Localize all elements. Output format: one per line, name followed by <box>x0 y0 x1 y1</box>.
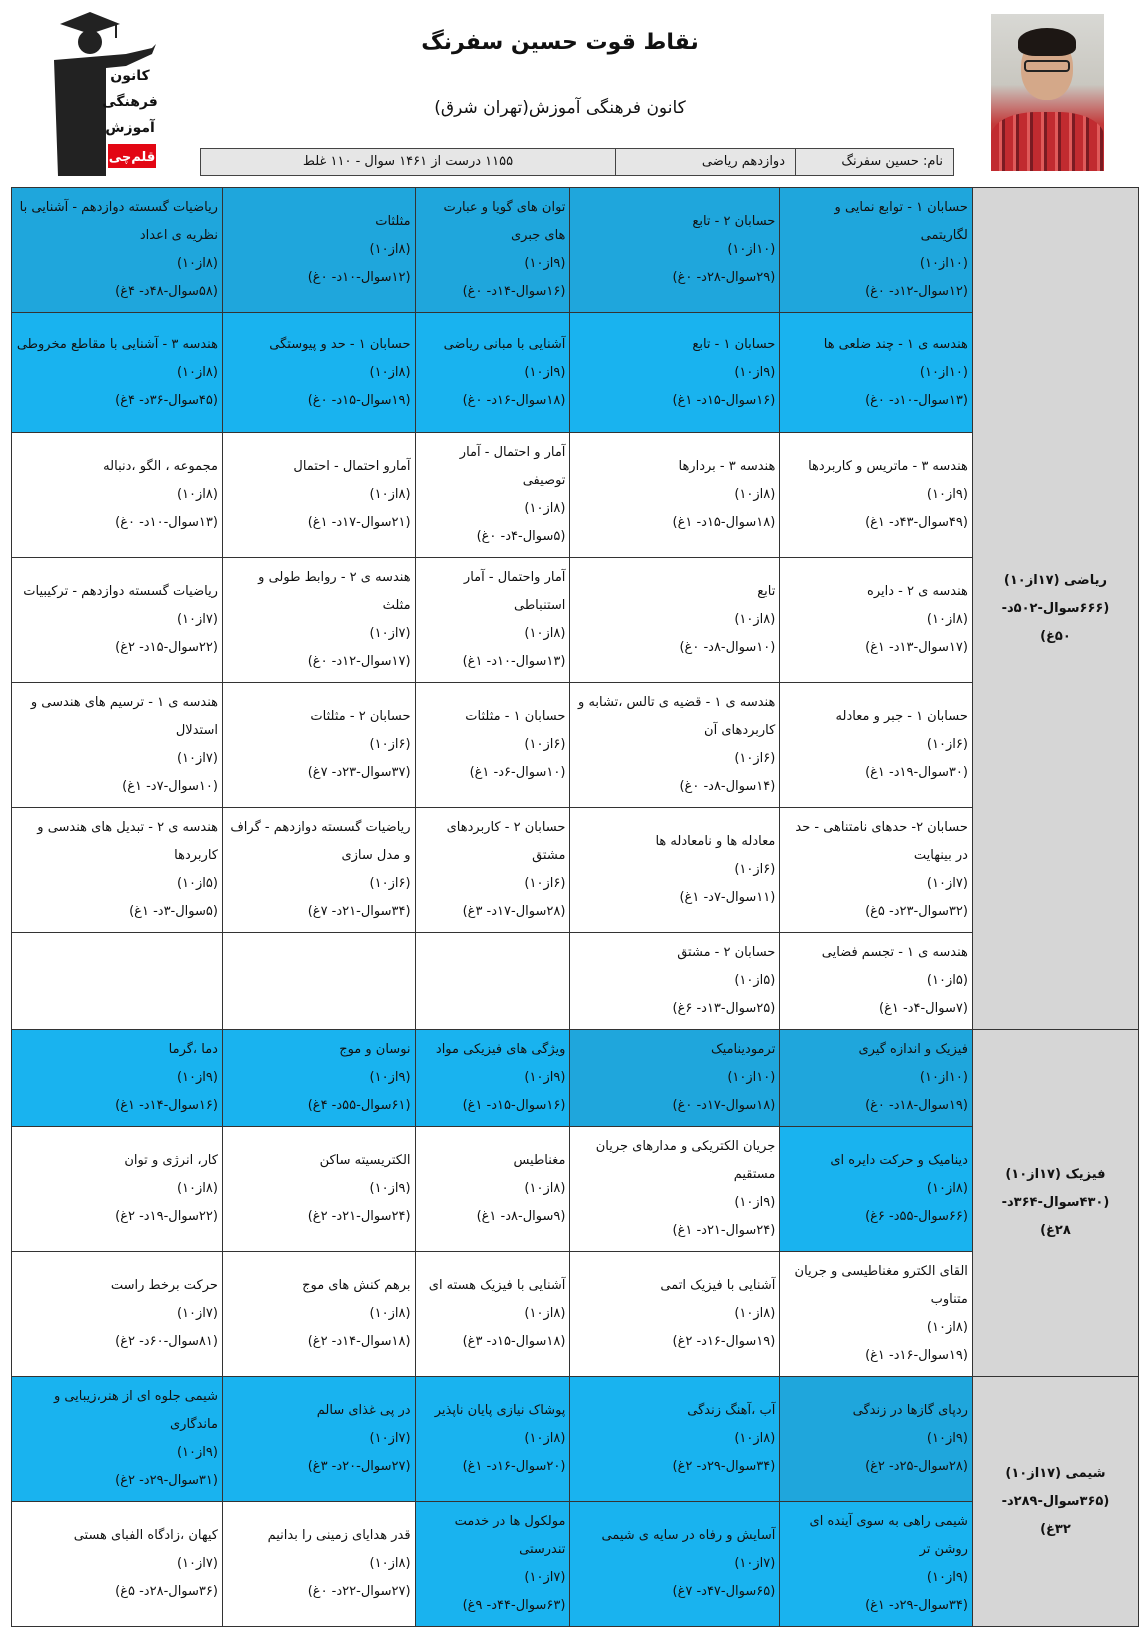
subject-stats: (۶۶۶سوال-۵۰۲د- <box>1001 600 1110 616</box>
topic-title: فيزيک و اندازه گيری <box>858 1042 968 1057</box>
topic-detail: (۱۲سوال-۱۰د- ۰غ) <box>307 270 411 285</box>
topic-detail: (۲۷سوال-۲۲د- ۰غ) <box>307 1584 411 1599</box>
topic-title: حسابان ۲ - تابع <box>692 214 776 229</box>
topic-cell <box>415 683 570 808</box>
topic-detail: (۶۱سوال-۵۵د- ۴غ) <box>307 1098 411 1113</box>
topic-title: رياضيات گسسته دوازدهم - گراف و مدل سازی <box>230 820 411 863</box>
subject-stats: (۴۳۰سوال-۳۶۴د- <box>1001 1195 1110 1210</box>
topic-title: هندسه ی ۲ - دايره <box>867 584 968 599</box>
topic-cell <box>780 1127 973 1252</box>
topic-detail: (۱۴سوال-۸د- ۰غ) <box>679 779 776 794</box>
table-row <box>12 188 1139 313</box>
topic-title: ديناميک و حرکت دايره ای <box>830 1153 968 1168</box>
topic-title: حرکت برخط راست <box>110 1278 218 1293</box>
topic-title: جريان الکتريکی و مدارهای جريان مستقيم <box>595 1139 776 1182</box>
topic-score: (۸از۱۰) <box>524 1431 566 1446</box>
topic-cell <box>780 1502 973 1627</box>
topic-cell <box>780 558 973 683</box>
subject-stats2: ۵۰غ) <box>1040 628 1071 644</box>
page-title: نقاط قوت حسين سفرنگ <box>421 30 699 55</box>
topic-detail: (۹سوال-۸د- ۱غ) <box>476 1209 566 1224</box>
topic-detail: (۱۰سوال-۶د- ۱غ) <box>469 765 566 780</box>
topic-title: برهم کنش های موج <box>302 1278 411 1293</box>
topic-score: (۱۰از۱۰) <box>727 242 776 257</box>
topic-cell <box>415 1030 570 1127</box>
table-row <box>12 808 1139 933</box>
topic-detail: (۲۸سوال-۱۷د- ۳غ) <box>462 904 566 919</box>
topic-score: (۶از۱۰) <box>369 737 411 752</box>
topic-score: (۱۰از۱۰) <box>727 1070 776 1085</box>
topic-score: (۸از۱۰) <box>926 1320 968 1335</box>
topic-detail: (۲۴سوال-۲۱د- ۲غ) <box>307 1209 411 1224</box>
topic-cell <box>12 313 223 433</box>
logo-line-3: آموزش <box>105 120 155 136</box>
topic-detail: (۲۷سوال-۲۰د- ۳غ) <box>307 1459 411 1474</box>
topic-cell <box>222 1030 415 1127</box>
topic-title: کار، انرژی و توان <box>124 1153 218 1168</box>
topic-detail: (۲۵سوال-۱۳د- ۶غ) <box>672 1001 776 1016</box>
topic-cell <box>12 1127 223 1252</box>
topic-detail: (۱۶سوال-۱۵د- ۱غ) <box>672 392 776 408</box>
topic-detail: (۳۰سوال-۱۹د- ۱غ) <box>865 765 968 780</box>
topic-title: القای الکترو مغناطيسی و جريان متناوب <box>794 1264 968 1307</box>
topic-detail: (۲۸سوال-۲۵د- ۲غ) <box>865 1459 968 1474</box>
topic-title: هندسه ۳ - آشنايی با مقاطع مخروطی <box>16 336 218 352</box>
topic-cell <box>570 1030 780 1127</box>
topic-cell <box>222 1252 415 1377</box>
topic-detail: (۱۹سوال-۱۸د- ۰غ) <box>865 1098 968 1113</box>
topic-title: آمار واحتمال - آمار استنباطی <box>463 570 566 613</box>
topic-cell <box>415 1127 570 1252</box>
topic-score: (۷از۱۰) <box>176 1556 218 1571</box>
topic-score: (۸از۱۰) <box>176 1181 218 1196</box>
subject-cell <box>972 1377 1138 1627</box>
topic-detail: (۴۹سوال-۴۳د- ۱غ) <box>865 515 968 530</box>
topic-score: (۹از۱۰) <box>734 1195 776 1210</box>
topic-score: (۸از۱۰) <box>369 1556 411 1571</box>
table-row <box>12 1127 1139 1252</box>
topic-score: (۸از۱۰) <box>176 487 218 502</box>
topic-score: (۸از۱۰) <box>524 1306 566 1321</box>
topic-detail: (۱۶سوال-۱۴د- ۰غ) <box>462 284 566 299</box>
subject-name: شيمی (۱۷از۱۰) <box>1005 1465 1106 1481</box>
topic-cell <box>12 188 223 313</box>
topic-title: مغناطيس <box>513 1153 566 1168</box>
topic-detail: (۱۳سوال-۱۰د- ۱غ) <box>462 654 566 669</box>
topic-detail: (۲۲سوال-۱۵د- ۲غ) <box>115 640 218 655</box>
topic-score: (۸از۱۰) <box>369 242 411 257</box>
topic-title: مولکول ها در خدمت تندرستی <box>454 1514 566 1557</box>
topic-score: (۹از۱۰) <box>926 1431 968 1446</box>
topic-score: (۹از۱۰) <box>524 1070 566 1085</box>
topic-detail: (۳۲سوال-۲۳د- ۵غ) <box>865 904 968 919</box>
topic-title: آب ،آهنگ زندگی <box>687 1403 776 1418</box>
topic-cell <box>780 313 973 433</box>
table-row <box>12 313 1139 433</box>
topic-detail: (۷سوال-۴د- ۱غ) <box>879 1001 968 1016</box>
topic-cell <box>12 683 223 808</box>
topic-cell <box>780 683 973 808</box>
topic-score: (۹از۱۰) <box>369 1181 411 1196</box>
topic-score: (۵از۱۰) <box>176 876 218 891</box>
topic-score: (۷از۱۰) <box>369 1431 411 1446</box>
topic-score: (۱۰از۱۰) <box>919 1070 968 1085</box>
topic-title: ترموديناميک <box>711 1042 776 1057</box>
topic-score: (۸از۱۰) <box>926 1181 968 1196</box>
topic-title: تابع <box>757 584 776 599</box>
topic-cell <box>12 1030 223 1127</box>
topic-score: (۷از۱۰) <box>176 612 218 627</box>
topic-detail: (۱۹سوال-۱۶د- ۱غ) <box>865 1348 968 1363</box>
topic-score: (۱۰از۱۰) <box>919 364 968 380</box>
topic-cell <box>222 683 415 808</box>
topic-score: (۶از۱۰) <box>926 737 968 752</box>
page-subtitle: کانون فرهنگی آموزش(تهران شرق) <box>434 98 686 118</box>
topic-detail: (۱۳سوال-۱۰د- ۰غ) <box>865 392 968 408</box>
topic-detail: (۲۹سوال-۲۸د- ۰غ) <box>672 270 776 285</box>
topic-title: آسايش و رفاه در سايه ی شيمی <box>601 1528 776 1543</box>
topic-detail: (۱۸سوال-۱۵د- ۳غ) <box>462 1334 566 1349</box>
topic-score: (۸از۱۰) <box>369 364 411 380</box>
topic-title: آمارو احتمال - احتمال <box>293 459 411 474</box>
topic-cell <box>222 1377 415 1502</box>
logo-line-1: کانون <box>110 68 150 84</box>
topic-title: حسابان ۱ - تابع <box>692 336 776 352</box>
topic-score: (۸از۱۰) <box>734 612 776 627</box>
topic-title: ويژگی های فيزيکی مواد <box>435 1042 566 1057</box>
topic-score: (۷از۱۰) <box>176 751 218 766</box>
topic-title: رياضيات گسسته دوازدهم - آشنايی با نظريه ی اعداد <box>19 200 218 243</box>
topic-score: (۹از۱۰) <box>734 364 776 380</box>
topic-title: پوشاک نيازی پايان ناپذير <box>434 1403 566 1418</box>
topic-score: (۸از۱۰) <box>926 612 968 627</box>
topic-score: (۶از۱۰) <box>369 876 411 891</box>
subject-stats2: ۳۲غ) <box>1040 1521 1071 1537</box>
topic-title: قدر هدايای زمينی را بدانيم <box>267 1528 411 1543</box>
topic-score: (۵از۱۰) <box>926 973 968 988</box>
topic-cell <box>415 313 570 433</box>
topic-cell <box>570 188 780 313</box>
topic-cell <box>222 558 415 683</box>
topic-title: حسابان ۱ - جبر و معادله <box>835 709 968 724</box>
topic-cell <box>570 313 780 433</box>
topic-title: حسابان ۲- حدهای نامتناهی - حد در بينهايت <box>795 820 968 863</box>
topic-title: هندسه ۳ - بردارها <box>678 459 776 474</box>
topic-cell <box>570 808 780 933</box>
topic-title: حسابان ۲ - کاربردهای مشتق <box>446 820 566 863</box>
topic-title: در پی غذای سالم <box>316 1403 411 1418</box>
logo-line-2: فرهنگی <box>102 94 158 110</box>
topic-cell <box>780 1377 973 1502</box>
topic-cell <box>570 1127 780 1252</box>
topic-title: معادله ها و نامعادله ها <box>655 834 776 849</box>
topic-title: شيمی جلوه ای از هنر،زيبايی و ماندگاری <box>53 1389 218 1432</box>
topic-score: (۸از۱۰) <box>176 256 218 271</box>
topic-cell <box>12 1377 223 1502</box>
topic-detail: (۳۶سوال-۲۸د- ۵غ) <box>115 1584 218 1599</box>
student-info-bar <box>200 148 954 176</box>
topic-score: (۸از۱۰) <box>369 487 411 502</box>
topic-title: هندسه ۳ - ماتريس و کاربردها <box>808 459 968 474</box>
topic-detail: (۱۸سوال-۱۷د- ۰غ) <box>672 1098 776 1113</box>
topic-cell <box>222 188 415 313</box>
topic-cell <box>415 933 570 1030</box>
topic-cell <box>222 933 415 1030</box>
topic-cell <box>222 313 415 433</box>
topic-score: (۸از۱۰) <box>176 364 218 380</box>
topic-detail: (۲۲سوال-۱۹د- ۲غ) <box>115 1209 218 1224</box>
topic-detail: (۵سوال-۴د- ۰غ) <box>476 529 566 544</box>
topic-score: (۹از۱۰) <box>369 1070 411 1085</box>
topic-score: (۹از۱۰) <box>176 1445 218 1460</box>
topic-score: (۸از۱۰) <box>734 1431 776 1446</box>
topic-score: (۹از۱۰) <box>524 364 566 380</box>
table-row <box>12 1502 1139 1627</box>
table-row <box>12 558 1139 683</box>
topic-score: (۹از۱۰) <box>176 1070 218 1085</box>
topic-detail: (۳۴سوال-۲۹د- ۲غ) <box>672 1459 776 1474</box>
topic-score: (۹از۱۰) <box>524 256 566 271</box>
topic-detail: (۱۸سوال-۱۶د- ۰غ) <box>462 392 566 408</box>
topic-cell <box>570 1377 780 1502</box>
topic-detail: (۱۹سوال-۱۶د- ۲غ) <box>672 1334 776 1349</box>
topic-cell <box>780 1252 973 1377</box>
topic-detail: (۱۸سوال-۱۵د- ۱غ) <box>672 515 776 530</box>
topic-detail: (۳۴سوال-۲۹د- ۱غ) <box>865 1598 968 1613</box>
topic-title: آشنايی با مبانی رياضی <box>443 336 566 352</box>
topic-cell <box>12 808 223 933</box>
topic-title: مثلثات <box>375 214 411 229</box>
topic-title: نوسان و موج <box>339 1042 411 1057</box>
topic-title: هندسه ی ۱ - چند ضلعی ها <box>823 336 968 352</box>
subject-name: فيزيک (۱۷از۱۰) <box>1005 1167 1106 1182</box>
topic-score: (۱۰از۱۰) <box>919 256 968 271</box>
kanoon-logo <box>46 10 164 176</box>
topic-title: حسابان ۲ - مشتق <box>677 945 776 960</box>
topic-detail: (۶۵سوال-۴۷د- ۷غ) <box>672 1584 776 1599</box>
table-row <box>12 1377 1139 1502</box>
topic-detail: (۸۱سوال-۶۰د- ۲غ) <box>115 1334 218 1349</box>
topic-score: (۷از۱۰) <box>369 626 411 641</box>
topic-cell <box>780 808 973 933</box>
topic-cell <box>780 1030 973 1127</box>
topic-title: آشنايی با فيزيک اتمی <box>660 1278 776 1293</box>
topic-cell <box>12 1252 223 1377</box>
topic-cell <box>222 808 415 933</box>
topic-score: (۸از۱۰) <box>734 1306 776 1321</box>
subject-stats2: ۲۸غ) <box>1040 1223 1071 1238</box>
topic-detail: (۱۶سوال-۱۴د- ۱غ) <box>115 1098 218 1113</box>
topic-cell <box>415 1377 570 1502</box>
topic-detail: (۱۳سوال-۱۰د- ۰غ) <box>115 515 218 530</box>
topic-detail: (۲۴سوال-۲۱د- ۱غ) <box>672 1223 776 1238</box>
table-row <box>12 683 1139 808</box>
topic-score: (۷از۱۰) <box>734 1556 776 1571</box>
topic-cell <box>415 433 570 558</box>
table-row <box>12 1030 1139 1127</box>
topic-cell <box>570 1252 780 1377</box>
topic-title: آمار و احتمال - آمار توصيفی <box>459 445 566 488</box>
topic-title: مجموعه ، الگو ،دنباله <box>103 459 218 474</box>
topic-cell <box>415 1252 570 1377</box>
topic-detail: (۱۰سوال-۸د- ۰غ) <box>679 640 776 655</box>
subject-name: رياضی (۱۷از۱۰) <box>1003 572 1107 588</box>
topic-cell <box>570 683 780 808</box>
topic-detail: (۳۴سوال-۲۱د- ۷غ) <box>307 904 411 919</box>
topic-cell <box>415 808 570 933</box>
topic-score: (۵از۱۰) <box>734 973 776 988</box>
topic-cell <box>780 433 973 558</box>
topic-title: ردپای گازها در زندگی <box>852 1403 968 1418</box>
topic-detail: (۱۸سوال-۱۴د- ۲غ) <box>307 1334 411 1349</box>
student-photo <box>991 14 1104 171</box>
topic-cell <box>570 433 780 558</box>
topic-detail: (۱۷سوال-۱۳د- ۱غ) <box>865 640 968 655</box>
topic-cell <box>415 188 570 313</box>
topic-score: (۸از۱۰) <box>524 1181 566 1196</box>
topic-cell <box>570 1502 780 1627</box>
topic-cell <box>415 558 570 683</box>
topic-score: (۸از۱۰) <box>369 1306 411 1321</box>
topic-cell <box>780 933 973 1030</box>
table-row <box>12 433 1139 558</box>
topic-detail: (۱۹سوال-۱۵د- ۰غ) <box>307 392 411 408</box>
topic-score: (۶از۱۰) <box>734 862 776 877</box>
topic-score: (۸از۱۰) <box>734 487 776 502</box>
student-grade: دوازدهم رياضی <box>615 149 795 175</box>
topic-score: (۹از۱۰) <box>926 487 968 502</box>
topic-cell <box>570 933 780 1030</box>
topic-title: هندسه ی ۲ - روابط طولی و مثلث <box>258 570 411 613</box>
topic-detail: (۳۱سوال-۲۹د- ۲غ) <box>115 1473 218 1488</box>
topic-detail: (۶۳سوال-۴۴د- ۹غ) <box>462 1598 566 1613</box>
topic-title: حسابان ۱ - حد و پيوستگی <box>269 336 411 352</box>
topic-detail: (۲۱سوال-۱۷د- ۱غ) <box>307 515 411 530</box>
topic-title: هندسه ی ۱ - ترسيم های هندسی و استدلال <box>30 695 218 738</box>
topic-score: (۹از۱۰) <box>926 1570 968 1585</box>
topic-cell <box>222 1502 415 1627</box>
topic-detail: (۴۵سوال-۳۶د- ۴غ) <box>115 392 218 408</box>
topic-title: حسابان ۲ - مثلثات <box>310 709 411 724</box>
topic-detail: (۱۶سوال-۱۵د- ۱غ) <box>462 1098 566 1113</box>
topic-score: (۶از۱۰) <box>734 751 776 766</box>
topic-detail: (۱۱سوال-۷د- ۱غ) <box>679 890 776 905</box>
topic-title: آشنايی با فيزيک هسته ای <box>428 1278 566 1293</box>
topic-title: حسابان ۱ - مثلثات <box>465 709 566 724</box>
topic-title: رياضيات گسسته دوازدهم - ترکيبيات <box>23 584 218 599</box>
topic-cell <box>222 433 415 558</box>
topic-cell <box>12 558 223 683</box>
report-header <box>0 0 1146 186</box>
student-stats: ۱۱۵۵ درست از ۱۴۶۱ سوال - ۱۱۰ غلط <box>302 154 514 169</box>
table-row <box>12 1252 1139 1377</box>
subject-cell <box>972 188 1138 1030</box>
topic-title: هندسه ی ۱ - قضيه ی تالس ،تشابه و کاربردهای آن <box>578 695 776 738</box>
topic-cell <box>12 1502 223 1627</box>
topic-cell <box>12 433 223 558</box>
topic-cell <box>780 188 973 313</box>
topic-detail: (۲۰سوال-۱۶د- ۱غ) <box>462 1459 566 1474</box>
topic-score: (۶از۱۰) <box>524 876 566 891</box>
topic-title: شيمی راهی به سوی آينده ای روشن تر <box>809 1514 968 1557</box>
topic-detail: (۵سوال-۳د- ۱غ) <box>129 904 218 919</box>
topic-cell <box>222 1127 415 1252</box>
subject-stats: (۳۶۵سوال-۲۸۹د- <box>1001 1493 1110 1509</box>
topic-detail: (۶۶سوال-۵۵د- ۶غ) <box>865 1209 968 1224</box>
topic-title: الکتريسيته ساکن <box>319 1153 411 1168</box>
topic-detail: (۳۷سوال-۲۳د- ۷غ) <box>307 765 411 780</box>
topic-title: کيهان ،زادگاه الفبای هستی <box>73 1528 218 1543</box>
topic-title: دما ،گرما <box>168 1042 218 1057</box>
topic-title: هندسه ی ۲ - تبديل های هندسی و کاربردها <box>37 820 218 863</box>
topic-score: (۷از۱۰) <box>524 1570 566 1585</box>
strengths-table <box>11 187 1139 1627</box>
topic-score: (۸از۱۰) <box>524 501 566 516</box>
topic-score: (۶از۱۰) <box>524 737 566 752</box>
topic-title: حسابان ۱ - توابع نمايی و لگاريتمی <box>834 200 968 243</box>
topic-cell <box>12 933 223 1030</box>
table-row <box>12 933 1139 1030</box>
topic-score: (۷از۱۰) <box>176 1306 218 1321</box>
logo-line-4: قلم‌چی <box>108 150 156 165</box>
topic-title: هندسه ی ۱ - تجسم فضايی <box>821 945 968 960</box>
student-name: نام: حسين سفرنگ <box>795 149 953 175</box>
topic-score: (۸از۱۰) <box>524 626 566 641</box>
topic-detail: (۱۰سوال-۷د- ۱غ) <box>122 779 218 794</box>
topic-detail: (۵۸سوال-۴۸د- ۴غ) <box>115 284 218 299</box>
topic-score: (۷از۱۰) <box>926 876 968 891</box>
topic-detail: (۱۷سوال-۱۲د- ۰غ) <box>307 654 411 669</box>
topic-detail: (۱۲سوال-۱۲د- ۰غ) <box>865 284 968 299</box>
topic-cell <box>415 1502 570 1627</box>
subject-cell <box>972 1030 1138 1377</box>
topic-title: توان های گويا و عبارت های جبری <box>443 200 566 243</box>
topic-cell <box>570 558 780 683</box>
